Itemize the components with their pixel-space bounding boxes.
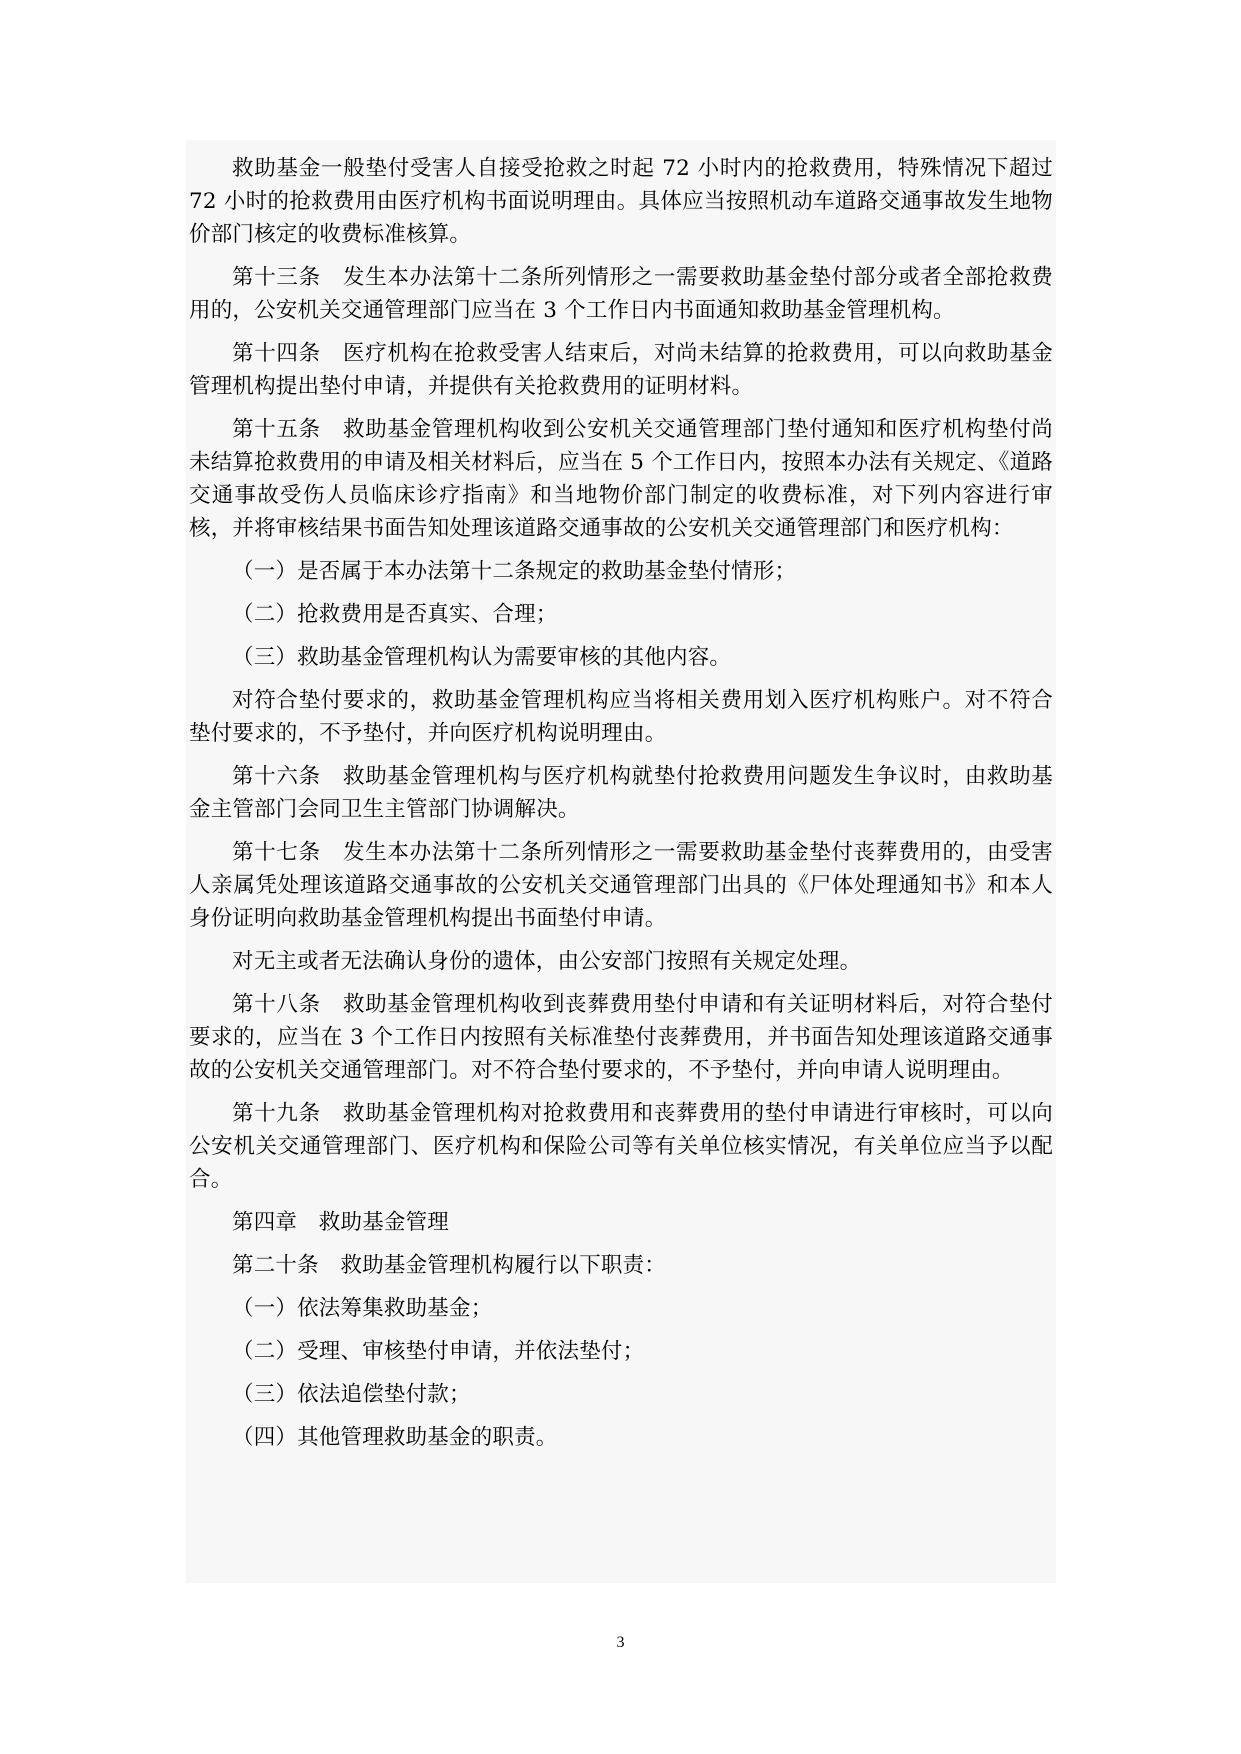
list-item-article-15-2: （二）抢救费用是否真实、合理；: [232, 602, 558, 627]
paragraph-article-20: 第二十条 救助基金管理机构履行以下职责：: [232, 1253, 667, 1278]
paragraph-article-12-continued: 救助基金一般垫付受害人自接受抢救之时起 72 小时内的抢救费用，特殊情况下超过 72 小时的抢救费用由医疗机构书面说明理由。具体应当按照机动车道路交通事故发生地物价部门核定的收费标准核算。: [189, 156, 1053, 247]
list-item-article-20-3: （三）依法追偿垫付款；: [232, 1382, 471, 1407]
paragraph-article-17: 第十七条 发生本办法第十二条所列情形之一需要救助基金垫付丧葬费用的，由受害人亲属凭处理该道路交通事故的公安机关交通管理部门出具的《尸体处理通知书》和本人身份证明向救助基金管理机构提出书面垫付申请。: [189, 840, 1053, 931]
paragraph-article-14: 第十四条 医疗机构在抢救受害人结束后，对尚未结算的抢救费用，可以向救助基金管理机构提出垫付申请，并提供有关抢救费用的证明材料。: [189, 341, 1053, 399]
paragraph-article-18: 第十八条 救助基金管理机构收到丧葬费用垫付申请和有关证明材料后，对符合垫付要求的，应当在 3 个工作日内按照有关标准垫付丧葬费用，并书面告知处理该道路交通事故的公安机关交通管理部门。对不符合垫付要求的，不予垫付，并向申请人说明理由。: [189, 992, 1053, 1083]
page-number: 3: [616, 1634, 625, 1651]
paragraph-article-17-unidentified: 对无主或者无法确认身份的遗体，由公安部门按照有关规定处理。: [232, 949, 862, 974]
list-item-article-15-1: （一）是否属于本办法第十二条规定的救助基金垫付情形；: [232, 559, 797, 584]
paragraph-article-16: 第十六条 救助基金管理机构与医疗机构就垫付抢救费用问题发生争议时，由救助基金主管部门会同卫生主管部门协调解决。: [189, 764, 1053, 822]
paragraph-article-19: 第十九条 救助基金管理机构对抢救费用和丧葬费用的垫付申请进行审核时，可以向公安机关交通管理部门、医疗机构和保险公司等有关单位核实情况，有关单位应当予以配合。: [189, 1101, 1053, 1192]
paragraph-article-15: 第十五条 救助基金管理机构收到公安机关交通管理部门垫付通知和医疗机构垫付尚未结算抢救费用的申请及相关材料后，应当在 5 个工作日内，按照本办法有关规定、《道路交通事故受伤人员临床诊疗指南》和当地物价部门制定的收费标准，对下列内容进行审核，并将审核结果书面告知处理该道路交通事故的公安机关交通管理部门和医疗机构：: [189, 417, 1053, 541]
list-item-article-15-3: （三）救助基金管理机构认为需要审核的其他内容。: [232, 645, 732, 670]
paragraph-article-13: 第十三条 发生本办法第十二条所列情形之一需要救助基金垫付部分或者全部抢救费用的，公安机关交通管理部门应当在 3 个工作日内书面通知救助基金管理机构。: [189, 265, 1053, 323]
paragraph-article-15-conclusion: 对符合垫付要求的，救助基金管理机构应当将相关费用划入医疗机构账户。对不符合垫付要求的，不予垫付，并向医疗机构说明理由。: [189, 688, 1053, 746]
document-body: [186, 140, 1056, 1583]
chapter-heading: 第四章 救助基金管理: [232, 1210, 450, 1235]
list-item-article-20-1: （一）依法筹集救助基金；: [232, 1296, 493, 1321]
list-item-article-20-2: （二）受理、审核垫付申请，并依法垫付；: [232, 1339, 645, 1364]
list-item-article-20-4: （四）其他管理救助基金的职责。: [232, 1425, 558, 1450]
